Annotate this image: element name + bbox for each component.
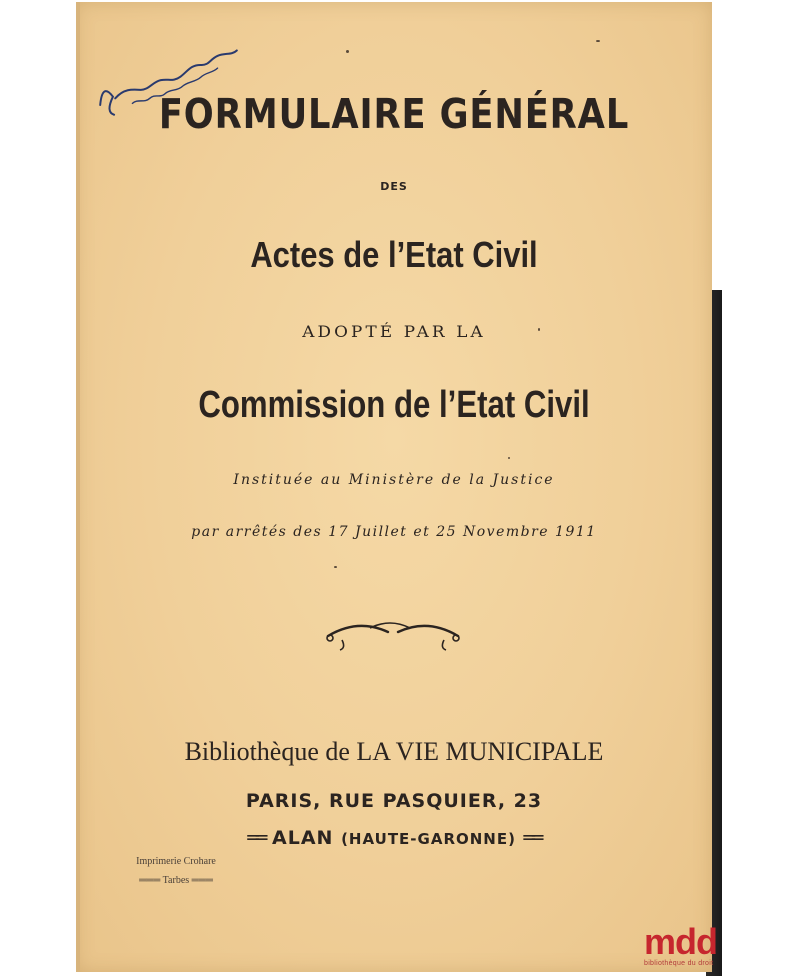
- title-page: [76, 2, 712, 972]
- paper-speck: [346, 50, 349, 53]
- adopte-label: ADOPTÉ PAR LA: [302, 322, 486, 341]
- printer-city-line: ═══ Tarbes ═══: [139, 875, 213, 886]
- document-title: FORMULAIRE GÉNÉRAL: [158, 90, 630, 138]
- watermark-logo: [644, 922, 734, 976]
- bibliotheque-line: [76, 737, 712, 767]
- alan-address: [76, 827, 712, 849]
- paper-speck: [538, 328, 540, 331]
- bibliotheque-name: LA VIE MUNICIPALE: [356, 737, 604, 766]
- ornament-flourish: [318, 614, 468, 654]
- double-rule-right: ══: [523, 827, 541, 849]
- document-subtitle: Actes de l’Etat Civil: [250, 234, 538, 275]
- logo-tagline: bibliothèque du droit: [644, 960, 714, 967]
- alan-city: ALAN: [272, 827, 334, 849]
- printer-name: Imprimerie Crohare: [136, 856, 216, 867]
- paper-speck: [596, 40, 600, 42]
- paper-speck: [334, 566, 337, 568]
- commission-heading: Commission de l’Etat Civil: [198, 384, 590, 426]
- paper-speck: [508, 457, 510, 459]
- bibliotheque-prefix: Bibliothèque de: [184, 737, 357, 766]
- paris-address: PARIS, RUE PASQUIER, 23: [245, 790, 543, 812]
- double-rule-left: ══: [247, 827, 265, 849]
- printer-city: Tarbes: [162, 875, 190, 886]
- arretes-line: par arrêtés des 17 Juillet et 25 Novembre 1911: [191, 524, 597, 540]
- printer-imprint: [106, 852, 246, 890]
- des-label: DES: [380, 180, 408, 193]
- instituee-line: Instituée au Ministère de la Justice: [233, 472, 555, 488]
- logo-text: mdd: [644, 921, 717, 962]
- alan-region: (HAUTE-GARONNE): [341, 830, 516, 848]
